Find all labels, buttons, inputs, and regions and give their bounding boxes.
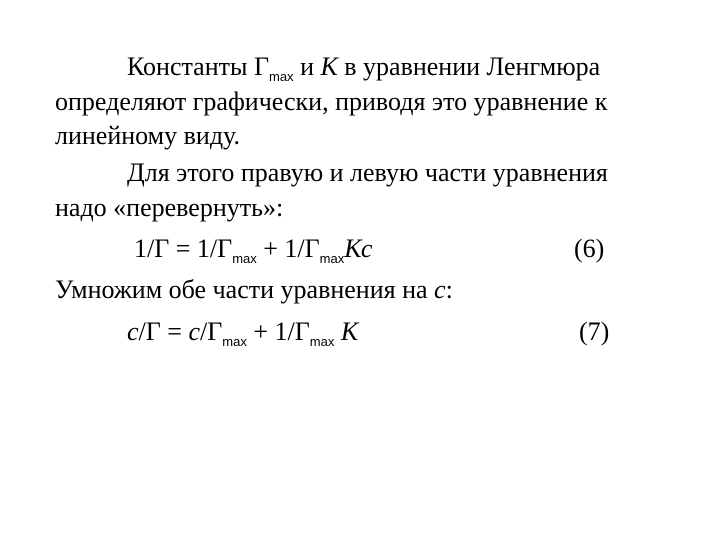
constant-k: К	[334, 317, 359, 346]
equation-7	[127, 317, 358, 351]
constant-k: К	[320, 52, 338, 81]
subscript-max: max	[319, 251, 345, 266]
paragraph1-line3: линейному виду.	[55, 121, 240, 150]
variable-c: с	[127, 317, 139, 346]
paragraph1-line2: определяют графически, приводя это уравнение к	[55, 87, 608, 116]
text-segment: :	[445, 275, 453, 304]
eq-segment-kc: Кс	[344, 234, 373, 263]
subscript-max: max	[269, 69, 294, 84]
variable-c: с	[188, 317, 201, 346]
paragraph2-line2: надо «перевернуть»:	[55, 193, 284, 222]
eq-segment: /Г	[200, 317, 223, 346]
eq-segment: /Г =	[138, 317, 189, 346]
text-segment: Умножим обе части уравнения на	[55, 275, 435, 304]
eq-segment: + 1/Г	[246, 317, 310, 346]
paragraph3-line	[55, 275, 453, 305]
subscript-max: max	[309, 334, 335, 349]
text-segment: и	[293, 52, 321, 81]
equation-6	[134, 234, 372, 268]
text-segment: в уравнении Ленгмюра	[337, 52, 601, 81]
paragraph2-line1: Для этого правую и левую части уравнения	[127, 158, 608, 187]
paragraph1-line1	[127, 52, 600, 86]
variable-c: с	[434, 275, 446, 304]
equation-7-number: (7)	[579, 317, 610, 346]
subscript-max: max	[232, 251, 257, 266]
text-segment: Константы Г	[127, 52, 269, 81]
eq-segment: + 1/Г	[256, 234, 320, 263]
eq-segment: 1/Г = 1/Г	[134, 234, 233, 263]
subscript-max: max	[222, 334, 247, 349]
equation-6-number: (6)	[574, 234, 605, 263]
